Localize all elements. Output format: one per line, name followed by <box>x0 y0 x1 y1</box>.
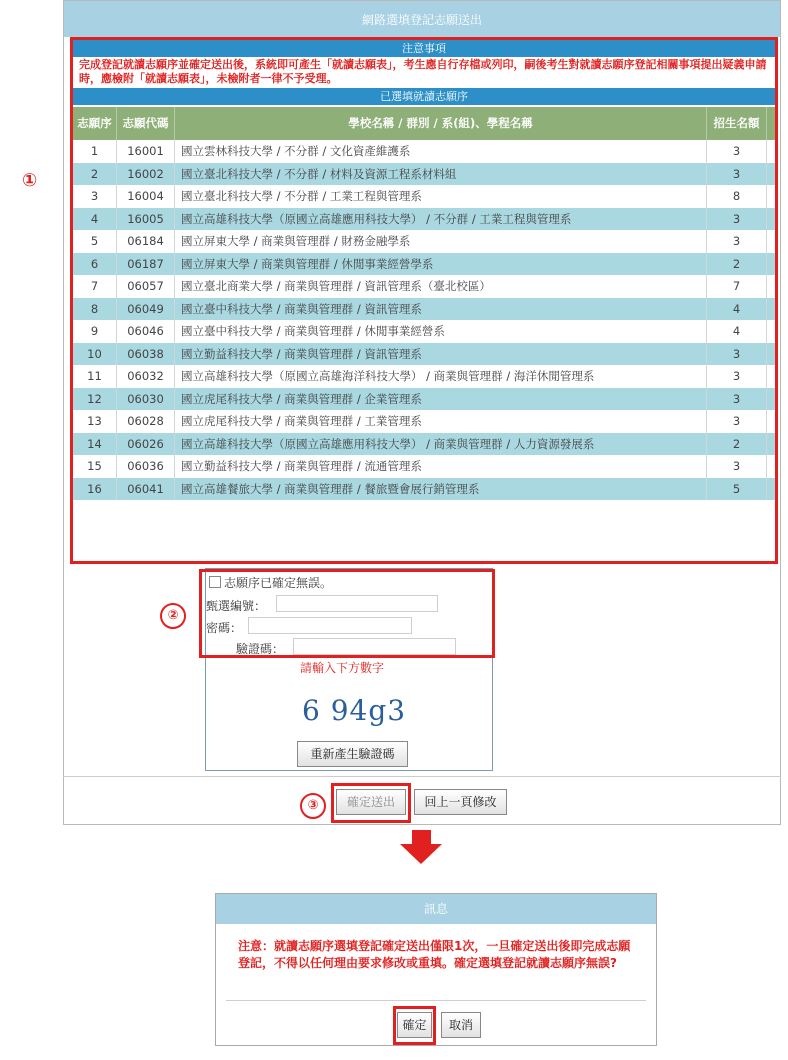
captcha-image: 6 94g3 <box>302 694 407 727</box>
table-row <box>73 433 775 456</box>
cell-name: 國立高雄餐旅大學 / 商業與管理群 / 餐旅暨會展行銷管理系 <box>175 478 707 501</box>
confirm-checkbox[interactable] <box>209 576 221 588</box>
col-quota: 招生名額 <box>707 107 767 140</box>
cell-name: 國立雲林科技大學 / 不分群 / 文化資產維護系 <box>175 140 707 163</box>
cell-code: 16001 <box>117 140 175 163</box>
cell-quota: 3 <box>707 230 767 253</box>
cell-code: 06032 <box>117 365 175 388</box>
dialog-title: 網路選填登記志願送出 <box>64 1 780 37</box>
cell-name: 國立虎尾科技大學 / 商業與管理群 / 工業管理系 <box>175 410 707 433</box>
cell-order: 12 <box>73 388 117 411</box>
marker-1: ① <box>22 170 38 191</box>
cell-order: 5 <box>73 230 117 253</box>
submit-button[interactable]: 確定送出 <box>336 789 406 815</box>
cell-code: 06041 <box>117 478 175 501</box>
confirm-checkbox-label: 志願序已確定無誤。 <box>224 576 333 590</box>
cell-quota: 3 <box>707 343 767 366</box>
captcha-hint: 請輸入下方數字 <box>300 661 385 675</box>
notice-text: 完成登記就讀志願序並確定送出後，系統即可產生「就讀志願表」，考生應自行存檔或列印，嗣後考生對就讀志願序登記相關事項提出疑義申請時，應檢附「就讀志願表」，未檢附者一律不予受理。 <box>79 58 767 85</box>
notice-header: 注意事項 <box>73 40 775 57</box>
cell-order: 14 <box>73 433 117 456</box>
cell-name: 國立高雄科技大學（原國立高雄應用科技大學） / 商業與管理群 / 人力資源發展系 <box>175 433 707 456</box>
table-row <box>73 298 775 321</box>
cell-code: 06184 <box>117 230 175 253</box>
cell-name: 國立臺北商業大學 / 商業與管理群 / 資訊管理系（臺北校區） <box>175 275 707 298</box>
cell-code: 16004 <box>117 185 175 208</box>
message-text: 注意：就讀志願序選填登記確定送出僅限1次，一旦確定送出後即完成志願登記，不得以任何理由要求修改或重填。確定選填登記就讀志願序無誤? <box>238 939 631 970</box>
cell-order: 3 <box>73 185 117 208</box>
cell-name: 國立高雄科技大學（原國立高雄海洋科技大學） / 商業與管理群 / 海洋休閒管理系 <box>175 365 707 388</box>
cell-order: 15 <box>73 455 117 478</box>
cell-quota: 2 <box>707 433 767 456</box>
cell-quota: 7 <box>707 275 767 298</box>
password-input[interactable] <box>248 617 412 634</box>
marker-2: ② <box>160 603 186 629</box>
col-name: 學校名稱 / 群別 / 系(組)、學程名稱 <box>175 107 707 140</box>
cell-name: 國立臺中科技大學 / 商業與管理群 / 資訊管理系 <box>175 298 707 321</box>
cell-name: 國立虎尾科技大學 / 商業與管理群 / 企業管理系 <box>175 388 707 411</box>
table-header <box>73 107 775 140</box>
cell-order: 11 <box>73 365 117 388</box>
highlight-frame-1 <box>70 37 778 564</box>
cell-order: 13 <box>73 410 117 433</box>
marker-3: ③ <box>300 793 326 819</box>
table-row <box>73 208 775 231</box>
cell-order: 7 <box>73 275 117 298</box>
cell-quota: 3 <box>707 140 767 163</box>
id-label: 甄選編號： <box>206 599 267 613</box>
message-title: 訊息 <box>216 894 656 924</box>
table-row <box>73 230 775 253</box>
table-row <box>73 388 775 411</box>
cell-code: 06049 <box>117 298 175 321</box>
table-row <box>73 275 775 298</box>
table-row <box>73 410 775 433</box>
cell-order: 10 <box>73 343 117 366</box>
confirm-checkbox-row[interactable] <box>209 574 332 591</box>
col-order: 志願序 <box>73 107 117 140</box>
cell-code: 06028 <box>117 410 175 433</box>
cell-quota: 3 <box>707 455 767 478</box>
password-label: 密碼： <box>206 621 243 635</box>
cell-quota: 3 <box>707 410 767 433</box>
cell-quota: 5 <box>707 478 767 501</box>
table-row <box>73 185 775 208</box>
cell-quota: 3 <box>707 365 767 388</box>
id-input[interactable] <box>276 595 438 612</box>
cell-order: 8 <box>73 298 117 321</box>
cell-name: 國立勤益科技大學 / 商業與管理群 / 流通管理系 <box>175 455 707 478</box>
cancel-button[interactable]: 取消 <box>441 1012 481 1038</box>
cell-order: 16 <box>73 478 117 501</box>
cell-name: 國立高雄科技大學（原國立高雄應用科技大學） / 不分群 / 工業工程與管理系 <box>175 208 707 231</box>
cell-code: 06038 <box>117 343 175 366</box>
table-row <box>73 365 775 388</box>
cell-order: 6 <box>73 253 117 276</box>
ok-button[interactable]: 確定 <box>397 1012 432 1038</box>
captcha-input[interactable] <box>293 638 456 655</box>
cell-quota: 3 <box>707 163 767 186</box>
cell-name: 國立臺北科技大學 / 不分群 / 工業工程與管理系 <box>175 185 707 208</box>
cell-quota: 8 <box>707 185 767 208</box>
cell-code: 06030 <box>117 388 175 411</box>
cell-quota: 4 <box>707 320 767 343</box>
divider <box>63 776 781 777</box>
cell-code: 06057 <box>117 275 175 298</box>
down-arrow-icon <box>412 830 431 844</box>
table-body <box>73 140 775 500</box>
cell-code: 16002 <box>117 163 175 186</box>
back-button[interactable]: 回上一頁修改 <box>414 789 507 815</box>
table-row <box>73 455 775 478</box>
table-row <box>73 140 775 163</box>
cell-order: 4 <box>73 208 117 231</box>
cell-code: 06046 <box>117 320 175 343</box>
message-divider <box>226 1000 646 1001</box>
cell-quota: 4 <box>707 298 767 321</box>
cell-quota: 3 <box>707 388 767 411</box>
cell-order: 1 <box>73 140 117 163</box>
col-code: 志願代碼 <box>117 107 175 140</box>
table-row <box>73 320 775 343</box>
cell-code: 06187 <box>117 253 175 276</box>
table-row <box>73 478 775 501</box>
cell-order: 2 <box>73 163 117 186</box>
table-row <box>73 343 775 366</box>
cell-code: 06026 <box>117 433 175 456</box>
table-row <box>73 253 775 276</box>
cell-name: 國立臺北科技大學 / 不分群 / 材料及資源工程系材料組 <box>175 163 707 186</box>
cell-name: 國立屏東大學 / 商業與管理群 / 休閒事業經營學系 <box>175 253 707 276</box>
selected-header: 已選填就讀志願序 <box>73 88 775 105</box>
message-dialog <box>215 893 657 1046</box>
cell-name: 國立勤益科技大學 / 商業與管理群 / 資訊管理系 <box>175 343 707 366</box>
regenerate-captcha-button[interactable]: 重新產生驗證碼 <box>297 741 408 767</box>
captcha-label: 驗證碼： <box>236 642 285 656</box>
table-row <box>73 163 775 186</box>
cell-code: 06036 <box>117 455 175 478</box>
down-arrow-head-icon <box>400 844 442 864</box>
cell-quota: 2 <box>707 253 767 276</box>
cell-code: 16005 <box>117 208 175 231</box>
cell-quota: 3 <box>707 208 767 231</box>
cell-name: 國立屏東大學 / 商業與管理群 / 財務金融學系 <box>175 230 707 253</box>
cell-name: 國立臺中科技大學 / 商業與管理群 / 休閒事業經營系 <box>175 320 707 343</box>
cell-order: 9 <box>73 320 117 343</box>
